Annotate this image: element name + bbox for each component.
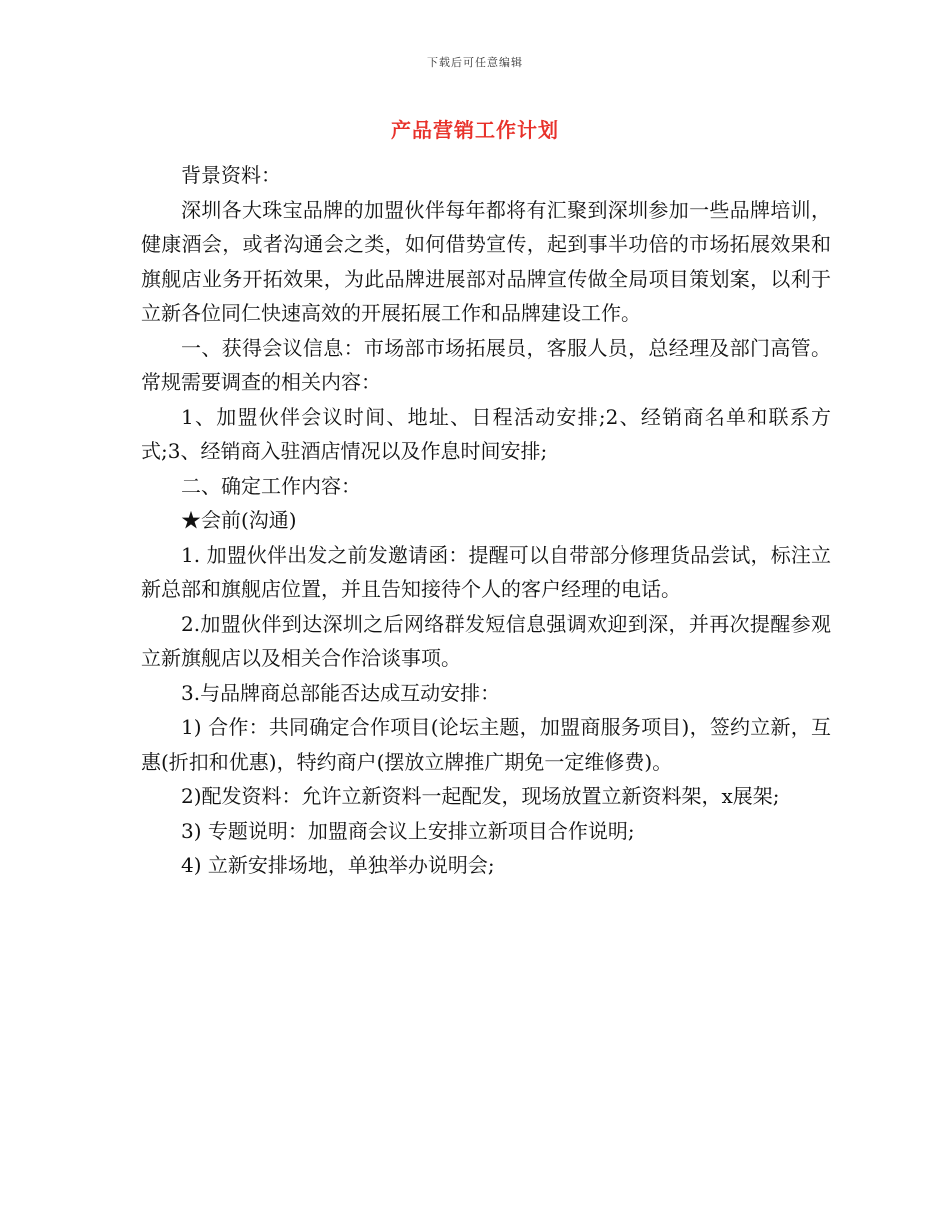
- paragraph-subitem-4: 4) 立新安排场地，单独举办说明会;: [181, 853, 495, 877]
- paragraph-pre-meeting: ★会前(沟通): [181, 508, 297, 532]
- paragraph-subitem-1: 1) 合作：共同确定合作项目(论坛主题，加盟商服务项目)，签约立新，互惠(折扣和优惠)，特约商户(摆放立牌推广期免一定维修费)。: [141, 715, 831, 774]
- paragraph-subitem-3: 3) 专题说明：加盟商会议上安排立新项目合作说明;: [181, 818, 635, 843]
- paragraph-background-heading: 背景资料：: [181, 163, 281, 187]
- paragraph-item-2: 2.加盟伙伴到达深圳之后网络群发短信息强调欢迎到深，并再次提醒参观立新旗舰店以及相关合作洽谈事项。: [141, 611, 831, 670]
- paragraph-item-3: 3.与品牌商总部能否达成互动安排：: [181, 680, 501, 705]
- paragraph-section-two: 二、确定工作内容：: [181, 473, 361, 498]
- paragraph-survey-items: 1、加盟伙伴会议时间、地址、日程活动安排;2、经销商名单和联系方式;3、经销商入驻酒店情况以及作息时间安排;: [141, 404, 831, 463]
- header-note: 下载后可任意编辑: [427, 56, 523, 69]
- paragraph-background: 深圳各大珠宝品牌的加盟伙伴每年都将有汇聚到深圳参加一些品牌培训，健康酒会，或者沟通会之类，如何借势宣传，起到事半功倍的市场拓展效果和旗舰店业务开拓效果，为此品牌进展部对品牌宣传做全局项目策划案，以利于立新各位同仁快速高效的开展拓展工作和品牌建设工作。: [141, 197, 831, 325]
- paragraph-section-one: 一、获得会议信息：市场部市场拓展员，客服人员，总经理及部门高管。常规需要调查的相关内容：: [141, 335, 831, 394]
- document-title: 产品营销工作计划: [391, 118, 559, 142]
- paragraph-subitem-2: 2)配发资料：允许立新资料一起配发，现场放置立新资料架，x展架;: [181, 784, 780, 808]
- paragraph-item-1: 1. 加盟伙伴出发之前发邀请函：提醒可以自带部分修理货品尝试，标注立新总部和旗舰店位置，并且告知接待个人的客户经理的电话。: [141, 542, 831, 601]
- document-body: [141, 158, 831, 883]
